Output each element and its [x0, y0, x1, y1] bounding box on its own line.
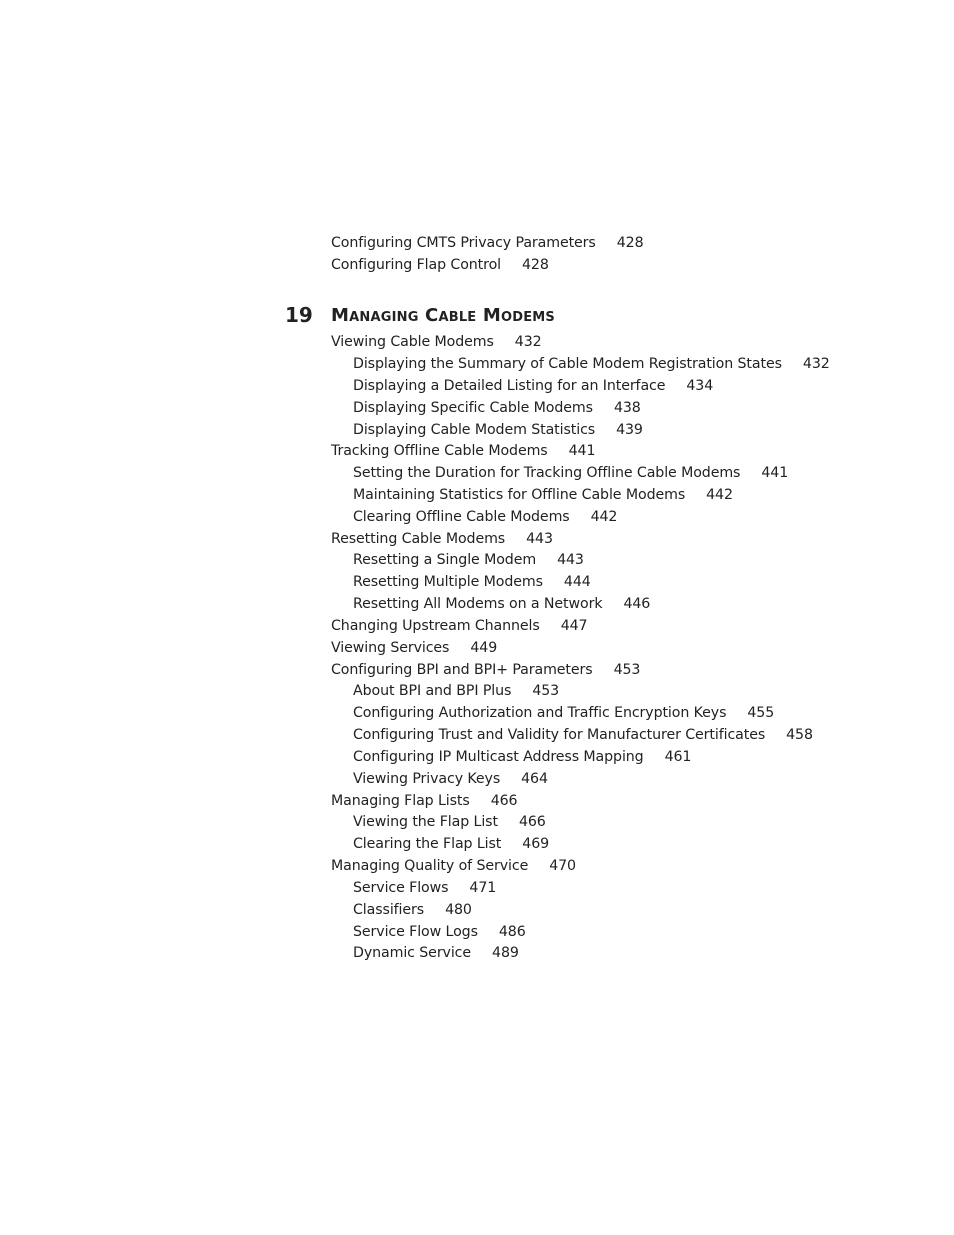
toc-entry-title: Viewing Cable Modems [331, 334, 494, 350]
toc-entry-page: 442 [706, 487, 733, 503]
toc-entry-page: 455 [747, 705, 775, 721]
toc-entry-title: Configuring IP Multicast Address Mapping [353, 749, 644, 765]
toc-entry[interactable] [353, 508, 617, 526]
toc-entry[interactable] [353, 901, 472, 919]
toc-entry-title: Setting the Duration for Tracking Offline Cable Modems [353, 465, 741, 481]
toc-entry[interactable] [331, 857, 576, 875]
toc-entry-page: 470 [549, 858, 576, 874]
toc-entry-title: Configuring CMTS Privacy Parameters [331, 235, 596, 251]
toc-entry[interactable] [353, 923, 526, 941]
toc-entry-page: 434 [686, 378, 714, 394]
toc-entry-title: Viewing Services [331, 640, 450, 656]
toc-entry[interactable] [331, 442, 595, 460]
toc-entry-page: 438 [613, 400, 641, 416]
toc-entry[interactable] [331, 234, 644, 252]
toc-entry-page: 480 [445, 902, 472, 918]
chapter-number: 19 [285, 303, 313, 327]
toc-entry-title: Changing Upstream Channels [331, 618, 540, 634]
toc-entry-page: 464 [521, 771, 548, 787]
toc-entry-title: Configuring BPI and BPI+ Parameters [331, 662, 593, 678]
toc-entry[interactable] [331, 661, 640, 679]
toc-entry-page: 443 [526, 531, 553, 547]
toc-entry-title: Displaying Cable Modem Statistics [353, 422, 596, 438]
toc-entry-title: Resetting Multiple Modems [353, 574, 543, 590]
toc-entry[interactable] [353, 464, 788, 482]
toc-entry-title: Resetting a Single Modem [353, 552, 537, 568]
toc-entry-title: Configuring Trust and Validity for Manufacturer Certificates [353, 727, 766, 743]
toc-entry-title: Viewing the Flap List [353, 814, 498, 830]
toc-entry-title: Maintaining Statistics for Offline Cable Modems [353, 487, 686, 503]
toc-entry-page: 466 [490, 793, 518, 809]
toc-entry-page: 441 [761, 465, 789, 481]
toc-entry-page: 471 [469, 880, 497, 896]
toc-entry[interactable] [331, 256, 549, 274]
toc-entry-page: 428 [522, 257, 549, 273]
toc-entry-page: 432 [514, 334, 542, 350]
toc-entry[interactable] [331, 792, 517, 810]
toc-entry-title: Managing Quality of Service [331, 858, 529, 874]
toc-entry[interactable] [331, 617, 587, 635]
toc-entry-page: 453 [613, 662, 641, 678]
toc-entry-page: 444 [563, 574, 591, 590]
toc-entry[interactable] [353, 748, 691, 766]
toc-entry[interactable] [353, 486, 733, 504]
toc-entry-title: Resetting Cable Modems [331, 531, 506, 547]
toc-entry-title: Configuring Flap Control [331, 257, 501, 273]
toc-entry-page: 486 [498, 924, 526, 940]
toc-entry[interactable] [353, 813, 546, 831]
toc-entry-title: Clearing Offline Cable Modems [353, 509, 570, 525]
toc-entry[interactable] [331, 530, 553, 548]
toc-entry-page: 441 [568, 443, 596, 459]
toc-entry-title: Displaying the Summary of Cable Modem Registration States [353, 356, 782, 372]
toc-entry[interactable] [353, 399, 641, 417]
toc-entry-title: Classifiers [353, 902, 425, 918]
toc-entry-page: 461 [664, 749, 692, 765]
toc-entry-page: 428 [616, 235, 644, 251]
toc-entry-title: Resetting All Modems on a Network [353, 596, 603, 612]
toc-entry-page: 439 [616, 422, 643, 438]
toc-entry[interactable] [331, 639, 497, 657]
toc-entry[interactable] [353, 595, 650, 613]
toc-entry-title: Dynamic Service [353, 945, 472, 961]
toc-entry-page: 466 [518, 814, 546, 830]
toc-entry-page: 489 [492, 945, 519, 961]
toc-entry[interactable] [353, 726, 813, 744]
toc-entry[interactable] [353, 770, 548, 788]
toc-entry[interactable] [353, 835, 549, 853]
toc-entry-page: 447 [560, 618, 588, 634]
toc-entry-title: Configuring Authorization and Traffic Encryption Keys [353, 705, 727, 721]
toc-entry-title: Displaying Specific Cable Modems [353, 400, 593, 416]
toc-entry-page: 453 [532, 683, 560, 699]
toc-entry-page: 442 [590, 509, 618, 525]
toc-entry-title: Viewing Privacy Keys [353, 771, 501, 787]
toc-entry-page: 449 [470, 640, 498, 656]
toc-entry-title: Managing Flap Lists [331, 793, 470, 809]
toc-entry-page: 446 [623, 596, 651, 612]
toc-entry-title: About BPI and BPI Plus [353, 683, 512, 699]
toc-entry[interactable] [353, 944, 519, 962]
toc-entry[interactable] [353, 551, 584, 569]
toc-entry[interactable] [353, 573, 591, 591]
toc-entry-page: 443 [557, 552, 584, 568]
toc-entry[interactable] [353, 704, 774, 722]
toc-entry[interactable] [353, 355, 830, 373]
toc-entry[interactable] [331, 333, 542, 351]
toc-entry-page: 469 [522, 836, 550, 852]
toc-entry-page: 458 [786, 727, 813, 743]
toc-entry-title: Displaying a Detailed Listing for an Interface [353, 378, 666, 394]
toc-entry-page: 432 [802, 356, 830, 372]
toc-entry-title: Service Flows [353, 880, 449, 896]
toc-entry[interactable] [353, 879, 496, 897]
toc-entry[interactable] [353, 377, 713, 395]
toc-entry-title: Tracking Offline Cable Modems [331, 443, 548, 459]
toc-entry[interactable] [353, 421, 643, 439]
toc-entry-title: Clearing the Flap List [353, 836, 502, 852]
toc-entry[interactable] [353, 682, 559, 700]
toc-entry-title: Service Flow Logs [353, 924, 478, 940]
chapter-title: Managing Cable Modems [331, 305, 555, 326]
